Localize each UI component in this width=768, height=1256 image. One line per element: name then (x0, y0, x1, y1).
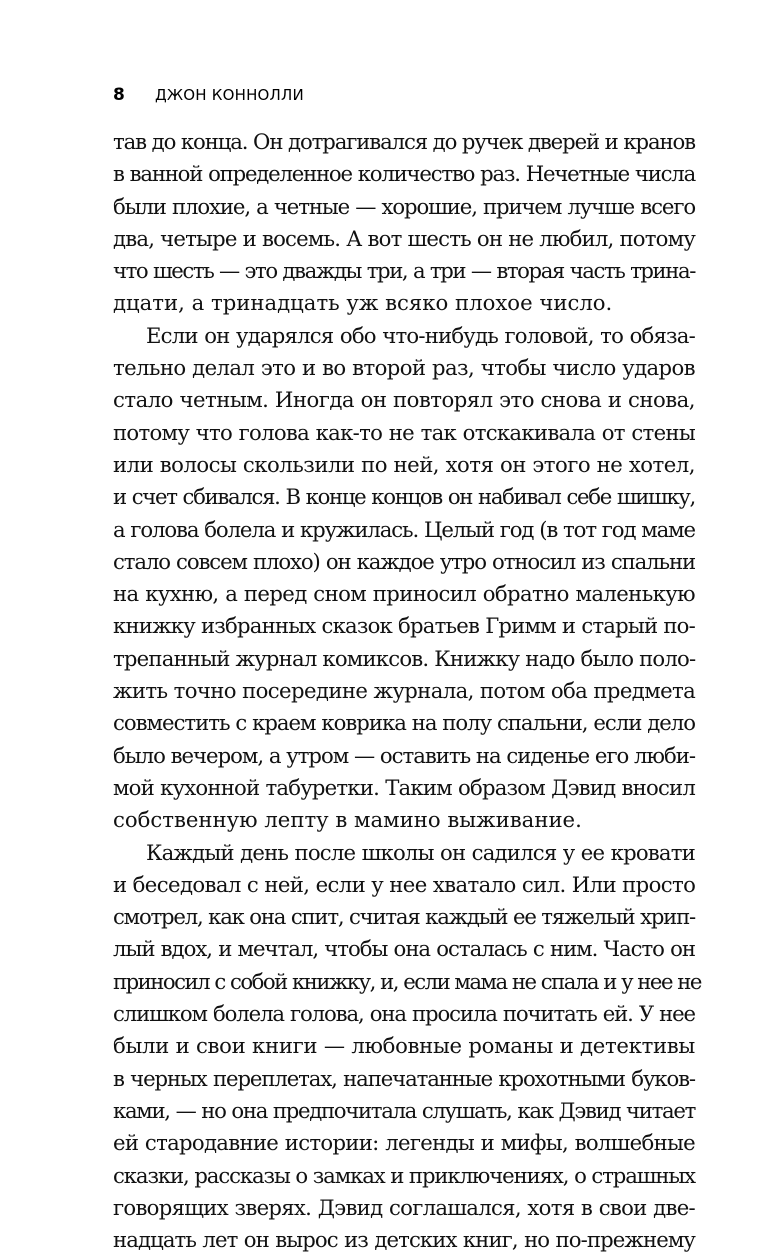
book-author: ДЖОН КОННОЛЛИ (155, 86, 304, 104)
text-line: ей стародавние истории: легенды и мифы, волшебные (113, 1130, 695, 1156)
text-line: тельно делал это и во второй раз, чтобы число ударов (113, 355, 695, 381)
text-line: на кухню, а перед сном приносил обратно маленькую (113, 581, 695, 607)
text-line: лый вдох, и мечтал, чтобы она осталась с ним. Часто он (113, 936, 695, 962)
text-line: мой кухонной табуретки. Таким образом Дэвид вносил (113, 774, 695, 800)
text-line: или волосы скользили по ней, хотя он этого не хотел, (113, 451, 695, 477)
text-line: а голова болела и кружилась. Целый год (в тот год маме (113, 516, 695, 542)
text-line: приносил с собой книжку, и, если мама не спала и у нее не (113, 968, 701, 994)
text-line: потому что голова как-то не так отскакивала от стены (113, 419, 695, 445)
text-line: в ванной определенное количество раз. Нечетные числа (113, 161, 695, 187)
text-line: тав до конца. Он дотрагивался до ручек дверей и кранов (113, 129, 695, 154)
paragraph-start-line: Каждый день после школы он садился у ее кровати (146, 839, 695, 865)
body-text (113, 126, 701, 1256)
text-line: сказки, рассказы о замках и приключениях, о страшных (113, 1162, 695, 1188)
text-line: говорящих зверях. Дэвид соглашался, хотя в свои две- (113, 1194, 695, 1220)
text-line: смотрел, как она спит, считая каждый ее тяжелый хрип- (113, 904, 695, 930)
text-line: ками, — но она предпочитала слушать, как Дэвид читает (113, 1097, 695, 1123)
paragraph-start-line: Если он ударялся обо что-нибудь головой, то обяза- (146, 322, 695, 348)
text-line: были плохие, а четные — хорошие, причем лучше всего (113, 193, 695, 219)
text-line: собственную лепту в мамино выживание. (113, 807, 582, 833)
page-number: 8 (113, 85, 125, 105)
text-line: стало совсем плохо) он каждое утро относил из спальни (113, 548, 695, 574)
running-head (113, 85, 693, 109)
text-line: слишком болела голова, она просила почитать ей. У нее (113, 1001, 695, 1027)
text-line: и беседовал с ней, если у нее хватало сил. Или просто (113, 871, 696, 897)
text-line: трепанный журнал комиксов. Книжку надо было поло- (113, 645, 696, 671)
text-line: два, четыре и восемь. А вот шесть он не любил, потому (113, 225, 695, 251)
text-line: что шесть — это дважды три, а три — вторая часть трина- (113, 258, 695, 284)
text-line: надцать лет он вырос из детских книг, но по-прежнему (113, 1227, 695, 1253)
text-line: стало четным. Иногда он повторял это снова и снова, (113, 387, 695, 413)
text-line: было вечером, а утром — оставить на сиденье его люби- (113, 742, 695, 768)
text-line: дцати, а тринадцать уж всяко плохое число. (113, 290, 613, 316)
text-line: и счет сбивался. В конце концов он набивал себе шишку, (113, 484, 695, 510)
text-line: в черных переплетах, напечатанные крохотными буков- (113, 1065, 695, 1091)
text-line: совместить с краем коврика на полу спальни, если дело (113, 710, 695, 736)
text-line: были и свои книги — любовные романы и детективы (113, 1033, 695, 1059)
text-line: книжку избранных сказок братьев Гримм и старый по- (113, 613, 695, 639)
text-line: жить точно посередине журнала, потом оба предмета (113, 678, 696, 704)
